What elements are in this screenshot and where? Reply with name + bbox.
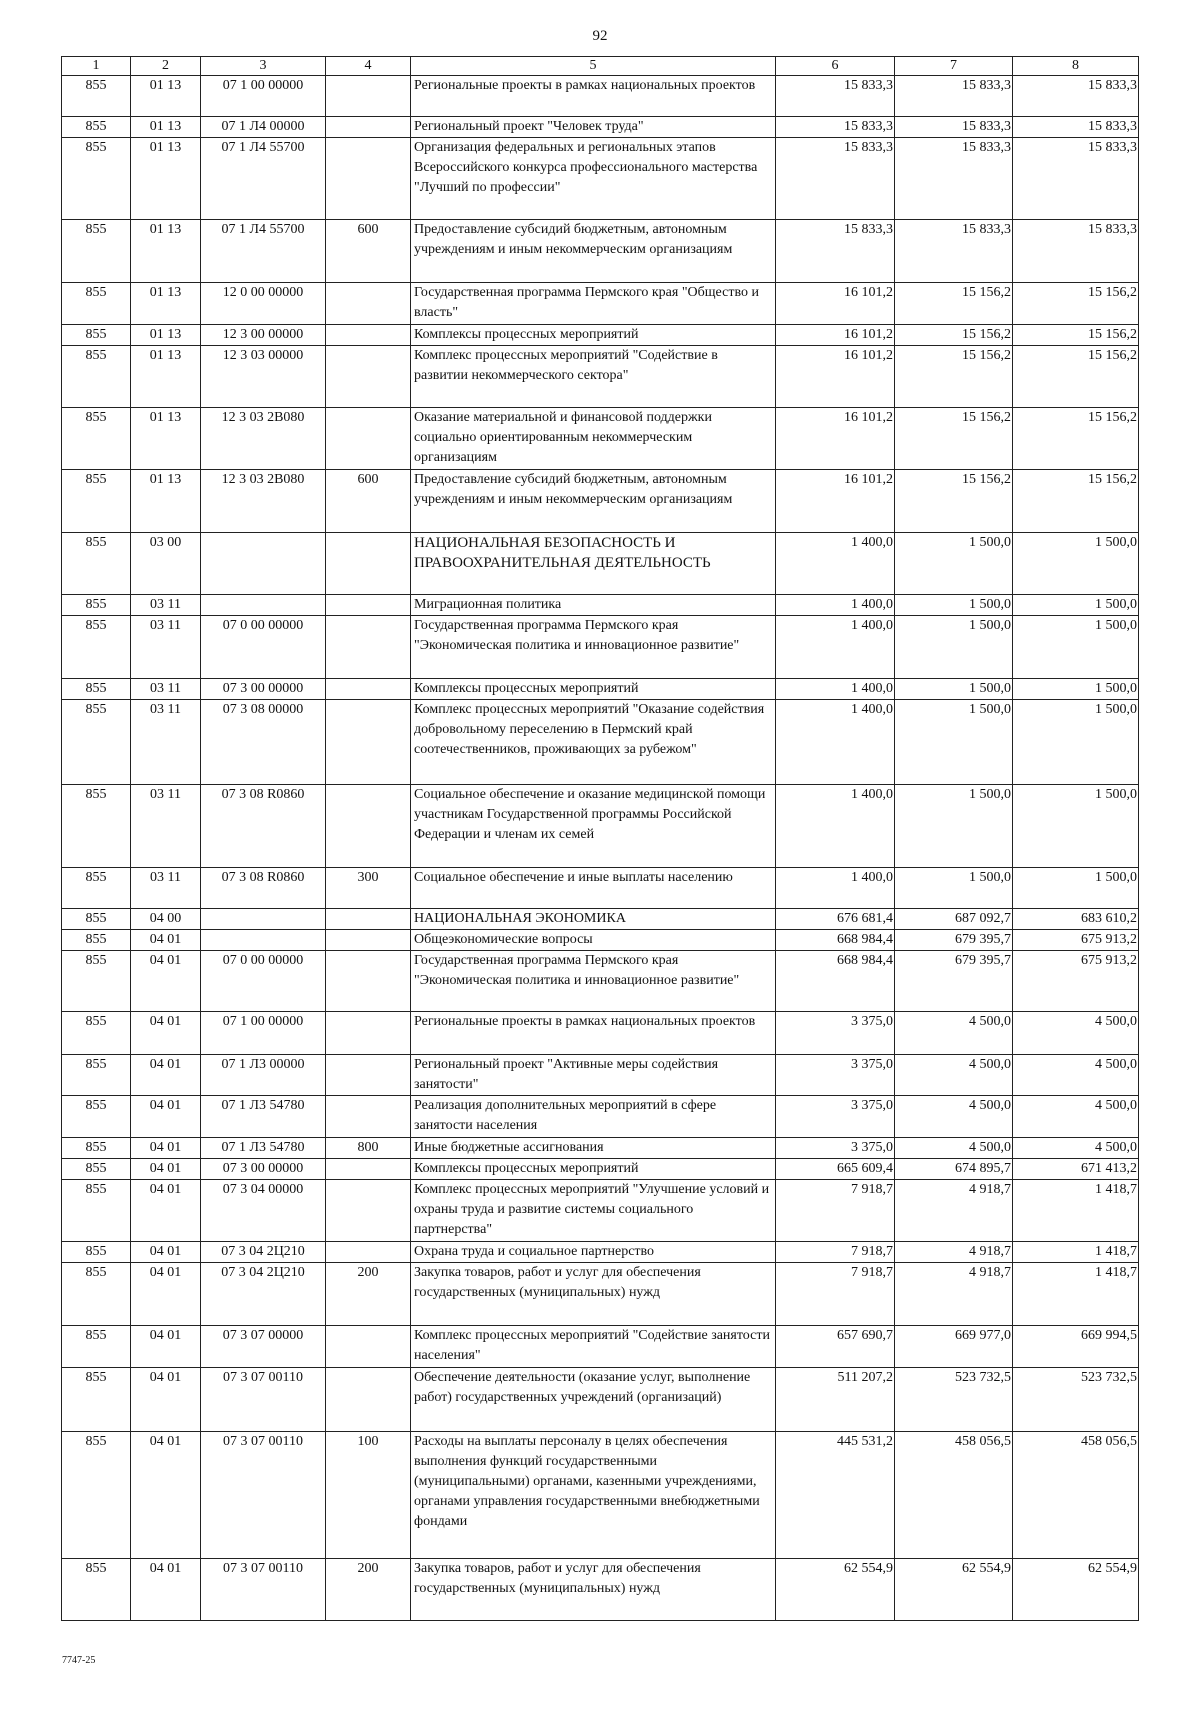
section-code-cell: 03 11 (131, 616, 201, 679)
target-article-cell: 12 0 00 00000 (201, 283, 326, 325)
expense-type-cell (326, 76, 411, 117)
target-article-cell: 12 3 03 00000 (201, 346, 326, 408)
amount-col6-cell: 16 101,2 (776, 408, 895, 470)
amount-col7-cell: 679 395,7 (895, 930, 1013, 951)
ministry-code-cell: 855 (62, 1242, 131, 1263)
amount-col8-cell: 1 500,0 (1013, 700, 1139, 785)
target-article-cell: 07 0 00 00000 (201, 951, 326, 1012)
table-row (62, 1326, 1139, 1368)
section-code-cell: 01 13 (131, 346, 201, 408)
section-code-cell: 01 13 (131, 408, 201, 470)
target-article-cell: 07 0 00 00000 (201, 616, 326, 679)
description-cell: Региональные проекты в рамках национальных проектов (411, 76, 776, 117)
amount-col7-cell: 1 500,0 (895, 595, 1013, 616)
expense-type-cell (326, 1242, 411, 1263)
ministry-code-cell: 855 (62, 408, 131, 470)
amount-col6-cell: 16 101,2 (776, 346, 895, 408)
ministry-code-cell: 855 (62, 1055, 131, 1096)
target-article-cell: 07 3 08 R0860 (201, 868, 326, 909)
description-cell: Региональные проекты в рамках национальных проектов (411, 1012, 776, 1055)
ministry-code-cell: 855 (62, 1138, 131, 1159)
expense-type-cell: 800 (326, 1138, 411, 1159)
amount-col8-cell: 523 732,5 (1013, 1368, 1139, 1432)
expense-type-cell (326, 1159, 411, 1180)
amount-col8-cell: 1 500,0 (1013, 595, 1139, 616)
amount-col6-cell: 16 101,2 (776, 325, 895, 346)
amount-col6-cell: 16 101,2 (776, 283, 895, 325)
description-cell: Оказание материальной и финансовой поддержки социально ориентированным некоммерческим организациям (411, 408, 776, 470)
amount-col6-cell: 16 101,2 (776, 470, 895, 533)
amount-col8-cell: 15 833,3 (1013, 117, 1139, 138)
amount-col8-cell: 683 610,2 (1013, 909, 1139, 930)
amount-col8-cell: 1 418,7 (1013, 1263, 1139, 1326)
column-header: 8 (1013, 57, 1139, 76)
target-article-cell: 07 3 00 00000 (201, 1159, 326, 1180)
target-article-cell: 07 1 Л4 55700 (201, 138, 326, 220)
amount-col6-cell: 657 690,7 (776, 1326, 895, 1368)
description-cell: Предоставление субсидий бюджетным, автономным учреждениям и иным некоммерческим организациям (411, 220, 776, 283)
expense-type-cell (326, 679, 411, 700)
target-article-cell: 07 1 Л4 55700 (201, 220, 326, 283)
column-header: 6 (776, 57, 895, 76)
expense-type-cell (326, 117, 411, 138)
description-cell: Государственная программа Пермского края "Экономическая политика и инновационное развитие" (411, 951, 776, 1012)
table-row (62, 700, 1139, 785)
section-code-cell: 01 13 (131, 283, 201, 325)
target-article-cell (201, 909, 326, 930)
ministry-code-cell: 855 (62, 1012, 131, 1055)
description-cell: Иные бюджетные ассигнования (411, 1138, 776, 1159)
expense-type-cell (326, 595, 411, 616)
table-row (62, 138, 1139, 220)
amount-col7-cell: 4 500,0 (895, 1096, 1013, 1138)
amount-col8-cell: 4 500,0 (1013, 1096, 1139, 1138)
amount-col6-cell: 15 833,3 (776, 138, 895, 220)
amount-col6-cell: 1 400,0 (776, 868, 895, 909)
amount-col7-cell: 15 156,2 (895, 325, 1013, 346)
amount-col8-cell: 671 413,2 (1013, 1159, 1139, 1180)
ministry-code-cell: 855 (62, 470, 131, 533)
description-cell: Комплексы процессных мероприятий (411, 679, 776, 700)
amount-col8-cell: 1 500,0 (1013, 868, 1139, 909)
section-code-cell: 04 01 (131, 1559, 201, 1621)
section-code-cell: 04 01 (131, 930, 201, 951)
ministry-code-cell: 855 (62, 1368, 131, 1432)
target-article-cell: 07 1 Л3 54780 (201, 1096, 326, 1138)
amount-col7-cell: 523 732,5 (895, 1368, 1013, 1432)
amount-col6-cell: 3 375,0 (776, 1096, 895, 1138)
target-article-cell: 07 1 Л4 00000 (201, 117, 326, 138)
amount-col6-cell: 15 833,3 (776, 117, 895, 138)
expense-type-cell: 200 (326, 1263, 411, 1326)
amount-col8-cell: 458 056,5 (1013, 1432, 1139, 1559)
section-code-cell: 04 01 (131, 1138, 201, 1159)
section-code-cell: 04 00 (131, 909, 201, 930)
ministry-code-cell: 855 (62, 930, 131, 951)
table-row (62, 679, 1139, 700)
description-cell: Комплекс процессных мероприятий "Оказание содействия добровольному переселению в Пермский край соотечественников, проживающих за рубежом" (411, 700, 776, 785)
amount-col8-cell: 15 156,2 (1013, 325, 1139, 346)
amount-col8-cell: 4 500,0 (1013, 1055, 1139, 1096)
target-article-cell: 07 1 00 00000 (201, 1012, 326, 1055)
expense-type-cell (326, 346, 411, 408)
amount-col7-cell: 15 156,2 (895, 470, 1013, 533)
amount-col7-cell: 15 156,2 (895, 346, 1013, 408)
ministry-code-cell: 855 (62, 785, 131, 868)
table-row (62, 1012, 1139, 1055)
ministry-code-cell: 855 (62, 1559, 131, 1621)
target-article-cell: 07 3 07 00000 (201, 1326, 326, 1368)
section-code-cell: 04 01 (131, 1180, 201, 1242)
expense-type-cell (326, 1368, 411, 1432)
target-article-cell: 07 3 07 00110 (201, 1368, 326, 1432)
section-code-cell: 04 01 (131, 1263, 201, 1326)
amount-col7-cell: 1 500,0 (895, 679, 1013, 700)
amount-col7-cell: 679 395,7 (895, 951, 1013, 1012)
amount-col7-cell: 15 833,3 (895, 76, 1013, 117)
amount-col7-cell: 1 500,0 (895, 785, 1013, 868)
expense-type-cell (326, 1096, 411, 1138)
target-article-cell: 07 3 04 2Ц210 (201, 1242, 326, 1263)
expense-type-cell: 100 (326, 1432, 411, 1559)
amount-col7-cell: 1 500,0 (895, 533, 1013, 595)
expense-type-cell (326, 283, 411, 325)
amount-col6-cell: 7 918,7 (776, 1263, 895, 1326)
expense-type-cell (326, 1012, 411, 1055)
table-row (62, 1096, 1139, 1138)
section-code-cell: 04 01 (131, 1012, 201, 1055)
section-code-cell: 04 01 (131, 1432, 201, 1559)
table-row (62, 533, 1139, 595)
table-row (62, 616, 1139, 679)
amount-col7-cell: 4 918,7 (895, 1180, 1013, 1242)
section-code-cell: 04 01 (131, 1055, 201, 1096)
ministry-code-cell: 855 (62, 700, 131, 785)
ministry-code-cell: 855 (62, 616, 131, 679)
section-code-cell: 03 11 (131, 785, 201, 868)
target-article-cell: 07 3 07 00110 (201, 1559, 326, 1621)
amount-col6-cell: 1 400,0 (776, 679, 895, 700)
amount-col6-cell: 15 833,3 (776, 220, 895, 283)
table-row (62, 1432, 1139, 1559)
target-article-cell: 07 3 04 00000 (201, 1180, 326, 1242)
amount-col8-cell: 15 833,3 (1013, 76, 1139, 117)
section-code-cell: 04 01 (131, 1368, 201, 1432)
section-code-cell: 04 01 (131, 1096, 201, 1138)
expense-type-cell (326, 909, 411, 930)
description-cell: Обеспечение деятельности (оказание услуг, выполнение работ) государственных учреждений (организаций) (411, 1368, 776, 1432)
amount-col6-cell: 511 207,2 (776, 1368, 895, 1432)
description-cell: Комплекс процессных мероприятий "Содействие в развитии некоммерческого сектора" (411, 346, 776, 408)
target-article-cell: 07 1 Л3 00000 (201, 1055, 326, 1096)
expense-type-cell (326, 138, 411, 220)
section-code-cell: 01 13 (131, 117, 201, 138)
section-code-cell: 01 13 (131, 470, 201, 533)
description-cell: Миграционная политика (411, 595, 776, 616)
amount-col6-cell: 7 918,7 (776, 1180, 895, 1242)
ministry-code-cell: 855 (62, 138, 131, 220)
amount-col6-cell: 445 531,2 (776, 1432, 895, 1559)
amount-col7-cell: 4 500,0 (895, 1138, 1013, 1159)
amount-col8-cell: 15 833,3 (1013, 220, 1139, 283)
amount-col6-cell: 7 918,7 (776, 1242, 895, 1263)
expense-type-cell (326, 930, 411, 951)
amount-col8-cell: 1 500,0 (1013, 679, 1139, 700)
amount-col7-cell: 1 500,0 (895, 868, 1013, 909)
amount-col6-cell: 1 400,0 (776, 533, 895, 595)
expense-type-cell (326, 325, 411, 346)
description-cell: НАЦИОНАЛЬНАЯ БЕЗОПАСНОСТЬ И ПРАВООХРАНИТЕЛЬНАЯ ДЕЯТЕЛЬНОСТЬ (411, 533, 776, 595)
table-row (62, 325, 1139, 346)
ministry-code-cell: 855 (62, 1326, 131, 1368)
column-header: 5 (411, 57, 776, 76)
amount-col8-cell: 4 500,0 (1013, 1138, 1139, 1159)
amount-col7-cell: 687 092,7 (895, 909, 1013, 930)
target-article-cell (201, 595, 326, 616)
target-article-cell: 07 3 08 R0860 (201, 785, 326, 868)
amount-col7-cell: 1 500,0 (895, 700, 1013, 785)
table-row (62, 408, 1139, 470)
amount-col8-cell: 15 156,2 (1013, 408, 1139, 470)
expense-type-cell: 600 (326, 470, 411, 533)
amount-col6-cell: 62 554,9 (776, 1559, 895, 1621)
amount-col7-cell: 15 156,2 (895, 408, 1013, 470)
table-row (62, 346, 1139, 408)
target-article-cell: 12 3 00 00000 (201, 325, 326, 346)
section-code-cell: 01 13 (131, 220, 201, 283)
amount-col7-cell: 669 977,0 (895, 1326, 1013, 1368)
description-cell: Реализация дополнительных мероприятий в сфере занятости населения (411, 1096, 776, 1138)
expense-type-cell (326, 1055, 411, 1096)
amount-col8-cell: 675 913,2 (1013, 930, 1139, 951)
table-row (62, 76, 1139, 117)
amount-col6-cell: 3 375,0 (776, 1055, 895, 1096)
expense-type-cell (326, 533, 411, 595)
amount-col6-cell: 3 375,0 (776, 1138, 895, 1159)
amount-col7-cell: 1 500,0 (895, 616, 1013, 679)
amount-col6-cell: 1 400,0 (776, 785, 895, 868)
expense-type-cell: 600 (326, 220, 411, 283)
ministry-code-cell: 855 (62, 1159, 131, 1180)
budget-table (61, 56, 1139, 1621)
amount-col6-cell: 15 833,3 (776, 76, 895, 117)
amount-col7-cell: 15 833,3 (895, 117, 1013, 138)
amount-col8-cell: 4 500,0 (1013, 1012, 1139, 1055)
table-row (62, 595, 1139, 616)
table-row (62, 1368, 1139, 1432)
section-code-cell: 04 01 (131, 1159, 201, 1180)
section-code-cell: 04 01 (131, 951, 201, 1012)
table-row (62, 1180, 1139, 1242)
amount-col8-cell: 15 833,3 (1013, 138, 1139, 220)
table-row (62, 1159, 1139, 1180)
table-row (62, 283, 1139, 325)
amount-col8-cell: 15 156,2 (1013, 470, 1139, 533)
table-row (62, 117, 1139, 138)
target-article-cell: 07 3 08 00000 (201, 700, 326, 785)
amount-col8-cell: 675 913,2 (1013, 951, 1139, 1012)
description-cell: Закупка товаров, работ и услуг для обеспечения государственных (муниципальных) нужд (411, 1559, 776, 1621)
description-cell: Комплекс процессных мероприятий "Улучшение условий и охраны труда и развитие системы социального партнерства" (411, 1180, 776, 1242)
table-row (62, 1242, 1139, 1263)
ministry-code-cell: 855 (62, 1432, 131, 1559)
ministry-code-cell: 855 (62, 325, 131, 346)
target-article-cell (201, 930, 326, 951)
description-cell: Социальное обеспечение и оказание медицинской помощи участникам Государственной программы Российской Федерации и членам их семей (411, 785, 776, 868)
amount-col7-cell: 4 500,0 (895, 1012, 1013, 1055)
footer-code: 7747-25 (62, 1655, 96, 1666)
ministry-code-cell: 855 (62, 1180, 131, 1242)
table-row (62, 785, 1139, 868)
target-article-cell (201, 533, 326, 595)
amount-col7-cell: 674 895,7 (895, 1159, 1013, 1180)
amount-col6-cell: 1 400,0 (776, 700, 895, 785)
ministry-code-cell: 855 (62, 346, 131, 408)
amount-col8-cell: 1 418,7 (1013, 1180, 1139, 1242)
description-cell: Социальное обеспечение и иные выплаты населению (411, 868, 776, 909)
table-body (62, 76, 1139, 1621)
amount-col8-cell: 15 156,2 (1013, 346, 1139, 408)
amount-col8-cell: 1 418,7 (1013, 1242, 1139, 1263)
table-row (62, 909, 1139, 930)
column-header: 4 (326, 57, 411, 76)
expense-type-cell (326, 700, 411, 785)
target-article-cell: 07 1 00 00000 (201, 76, 326, 117)
target-article-cell: 07 3 04 2Ц210 (201, 1263, 326, 1326)
ministry-code-cell: 855 (62, 909, 131, 930)
amount-col8-cell: 15 156,2 (1013, 283, 1139, 325)
amount-col6-cell: 1 400,0 (776, 595, 895, 616)
column-header: 7 (895, 57, 1013, 76)
section-code-cell: 01 13 (131, 138, 201, 220)
table-row (62, 1138, 1139, 1159)
amount-col7-cell: 4 918,7 (895, 1263, 1013, 1326)
amount-col6-cell: 668 984,4 (776, 930, 895, 951)
description-cell: Закупка товаров, работ и услуг для обеспечения государственных (муниципальных) нужд (411, 1263, 776, 1326)
expense-type-cell: 300 (326, 868, 411, 909)
description-cell: Комплексы процессных мероприятий (411, 325, 776, 346)
table-row (62, 868, 1139, 909)
amount-col6-cell: 1 400,0 (776, 616, 895, 679)
amount-col6-cell: 668 984,4 (776, 951, 895, 1012)
amount-col6-cell: 676 681,4 (776, 909, 895, 930)
table-row (62, 1055, 1139, 1096)
target-article-cell: 07 3 07 00110 (201, 1432, 326, 1559)
ministry-code-cell: 855 (62, 117, 131, 138)
section-code-cell: 03 11 (131, 679, 201, 700)
description-cell: Региональный проект "Активные меры содействия занятости" (411, 1055, 776, 1096)
expense-type-cell (326, 785, 411, 868)
column-header: 1 (62, 57, 131, 76)
description-cell: НАЦИОНАЛЬНАЯ ЭКОНОМИКА (411, 909, 776, 930)
table-row (62, 220, 1139, 283)
table-row (62, 1559, 1139, 1621)
section-code-cell: 04 01 (131, 1242, 201, 1263)
section-code-cell: 03 00 (131, 533, 201, 595)
amount-col6-cell: 3 375,0 (776, 1012, 895, 1055)
section-code-cell: 01 13 (131, 76, 201, 117)
description-cell: Организация федеральных и региональных этапов Всероссийского конкурса профессионального мастерства "Лучший по профессии" (411, 138, 776, 220)
amount-col6-cell: 665 609,4 (776, 1159, 895, 1180)
description-cell: Предоставление субсидий бюджетным, автономным учреждениям и иным некоммерческим организациям (411, 470, 776, 533)
target-article-cell: 07 1 Л3 54780 (201, 1138, 326, 1159)
description-cell: Государственная программа Пермского края "Общество и власть" (411, 283, 776, 325)
ministry-code-cell: 855 (62, 283, 131, 325)
description-cell: Охрана труда и социальное партнерство (411, 1242, 776, 1263)
amount-col8-cell: 62 554,9 (1013, 1559, 1139, 1621)
section-code-cell: 03 11 (131, 595, 201, 616)
description-cell: Расходы на выплаты персоналу в целях обеспечения выполнения функций государственными (муниципальными) органами, казенными учреждениями, органами управления государственными внебюджетными фондами (411, 1432, 776, 1559)
table-row (62, 470, 1139, 533)
amount-col8-cell: 1 500,0 (1013, 616, 1139, 679)
target-article-cell: 12 3 03 2В080 (201, 470, 326, 533)
section-code-cell: 01 13 (131, 325, 201, 346)
page-number: 92 (592, 28, 608, 44)
table-row (62, 1263, 1139, 1326)
expense-type-cell (326, 616, 411, 679)
amount-col7-cell: 458 056,5 (895, 1432, 1013, 1559)
ministry-code-cell: 855 (62, 533, 131, 595)
column-header: 3 (201, 57, 326, 76)
description-cell: Комплексы процессных мероприятий (411, 1159, 776, 1180)
target-article-cell: 12 3 03 2В080 (201, 408, 326, 470)
section-code-cell: 03 11 (131, 700, 201, 785)
amount-col8-cell: 1 500,0 (1013, 785, 1139, 868)
amount-col8-cell: 1 500,0 (1013, 533, 1139, 595)
ministry-code-cell: 855 (62, 595, 131, 616)
amount-col7-cell: 4 500,0 (895, 1055, 1013, 1096)
table-header-row (62, 57, 1139, 76)
target-article-cell: 07 3 00 00000 (201, 679, 326, 700)
ministry-code-cell: 855 (62, 220, 131, 283)
amount-col8-cell: 669 994,5 (1013, 1326, 1139, 1368)
ministry-code-cell: 855 (62, 951, 131, 1012)
ministry-code-cell: 855 (62, 76, 131, 117)
expense-type-cell (326, 408, 411, 470)
amount-col7-cell: 15 156,2 (895, 283, 1013, 325)
amount-col7-cell: 62 554,9 (895, 1559, 1013, 1621)
ministry-code-cell: 855 (62, 868, 131, 909)
expense-type-cell (326, 1326, 411, 1368)
expense-type-cell (326, 1180, 411, 1242)
expense-type-cell (326, 951, 411, 1012)
section-code-cell: 04 01 (131, 1326, 201, 1368)
description-cell: Комплекс процессных мероприятий "Содействие занятости населения" (411, 1326, 776, 1368)
table-row (62, 951, 1139, 1012)
description-cell: Региональный проект "Человек труда" (411, 117, 776, 138)
table-row (62, 930, 1139, 951)
ministry-code-cell: 855 (62, 679, 131, 700)
ministry-code-cell: 855 (62, 1263, 131, 1326)
amount-col7-cell: 4 918,7 (895, 1242, 1013, 1263)
section-code-cell: 03 11 (131, 868, 201, 909)
amount-col7-cell: 15 833,3 (895, 138, 1013, 220)
amount-col7-cell: 15 833,3 (895, 220, 1013, 283)
ministry-code-cell: 855 (62, 1096, 131, 1138)
description-cell: Государственная программа Пермского края "Экономическая политика и инновационное развитие" (411, 616, 776, 679)
description-cell: Общеэкономические вопросы (411, 930, 776, 951)
column-header: 2 (131, 57, 201, 76)
expense-type-cell: 200 (326, 1559, 411, 1621)
